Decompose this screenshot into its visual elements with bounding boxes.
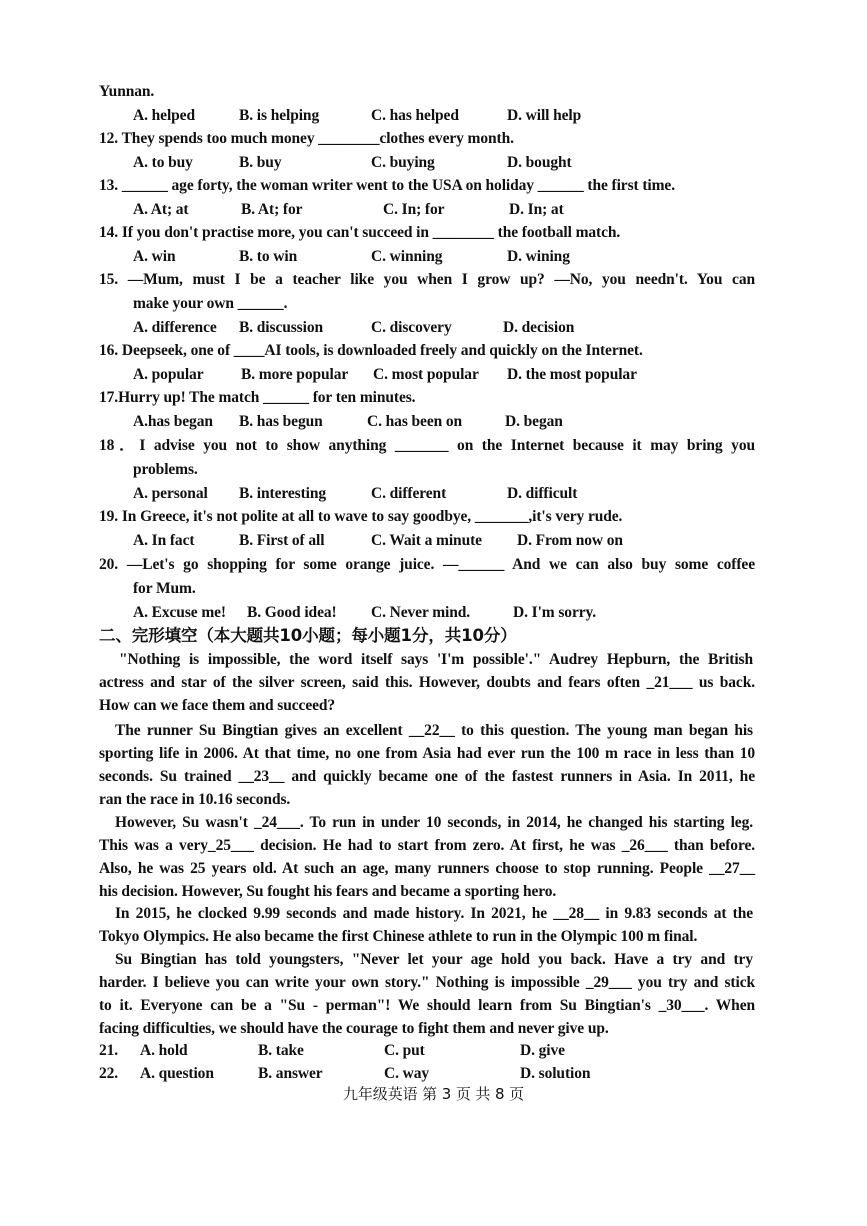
q17-option-b: B. has begun xyxy=(239,413,323,430)
passage-line: his decision. However, Su fought his fears and became a sporting hero. xyxy=(99,883,557,900)
q15-option-a: A. difference xyxy=(133,319,217,336)
q21-option-b: B. take xyxy=(258,1042,304,1059)
q18-option-c: C. different xyxy=(371,485,447,502)
q13-stem: 13. ______ age forty, the woman writer went to the USA on holiday ______ the first time. xyxy=(99,177,675,194)
passage-line: harder. I believe you can write your own story." Nothing is impossible _29___ you try and stick xyxy=(99,974,755,991)
q20-stem: 20. —Let's go shopping for some orange juice. —______ And we can also buy some coffee xyxy=(99,556,755,573)
q14-option-b: B. to win xyxy=(239,248,298,265)
q21-option-a: A. hold xyxy=(140,1042,188,1059)
q21-number: 21. xyxy=(99,1042,119,1059)
passage-line: Also, he was 25 years old. At such an age, many runners choose to stop running. People __27__ xyxy=(99,860,755,877)
q16-stem: 16. Deepseek, one of ____AI tools, is downloaded freely and quickly on the Internet. xyxy=(99,342,643,359)
passage-line: However, Su wasn't _24___. To run in under 10 seconds, in 2014, he changed his starting leg. xyxy=(115,814,753,831)
q14-option-d: D. wining xyxy=(507,248,570,265)
q12-option-d: D. bought xyxy=(507,154,572,171)
q20-option-c: C. Never mind. xyxy=(371,604,471,621)
q22-option-a: A. question xyxy=(140,1065,214,1082)
q17-option-c: C. has been on xyxy=(367,413,463,430)
q21-option-c: C. put xyxy=(384,1042,425,1059)
passage-line: How can we face them and succeed? xyxy=(99,697,336,714)
q14-option-a: A. win xyxy=(133,248,176,265)
q22-option-d: D. solution xyxy=(520,1065,591,1082)
q14-option-c: C. winning xyxy=(371,248,443,265)
q19-option-d: D. From now on xyxy=(517,532,623,549)
passage-line: "Nothing is impossible, the word itself says 'I'm possible'." Audrey Hepburn, the British xyxy=(119,651,753,668)
q21-option-d: D. give xyxy=(520,1042,565,1059)
q19-stem: 19. In Greece, it's not polite at all to wave to say goodbye, _______,it's very rude. xyxy=(99,508,623,525)
q15-option-d: D. decision xyxy=(503,319,575,336)
passage-line: to it. Everyone can be a "Su - perman"! We should learn from Su Bingtian's _30___. When xyxy=(99,997,755,1014)
passage-line: ran the race in 10.16 seconds. xyxy=(99,791,291,808)
q11-option-d: D. will help xyxy=(507,107,582,124)
q22-option-c: C. way xyxy=(384,1065,430,1082)
q12-option-b: B. buy xyxy=(239,154,282,171)
passage-line: Tokyo Olympics. He also became the first Chinese athlete to run in the Olympic 100 m final. xyxy=(99,928,698,945)
q19-option-c: C. Wait a minute xyxy=(371,532,482,549)
passage-line: actress and star of the silver screen, said this. However, doubts and fears often _21___ us back. xyxy=(99,674,755,691)
passage-line: sporting life in 2006. At that time, no one from Asia had ever run the 100 m race in less than 10 xyxy=(99,745,755,762)
q17-option-a: A.has began xyxy=(133,413,213,430)
q20-option-d: D. I'm sorry. xyxy=(513,604,597,621)
page-footer: 九年级英语 第 3 页 共 8 页 xyxy=(343,1085,524,1103)
q18-option-a: A. personal xyxy=(133,485,208,502)
q18-stem-cont: problems. xyxy=(133,461,198,478)
q15-stem: 15. —Mum, must I be a teacher like you when I grow up? —No, you needn't. You can xyxy=(99,271,755,288)
q11-option-b: B. is helping xyxy=(239,107,320,124)
passage-line: seconds. Su trained __23__ and quickly became one of the fastest runners in Asia. In 2011, he xyxy=(99,768,755,785)
q17-option-d: D. began xyxy=(505,413,563,430)
section-heading-cloze: 二、完形填空（本大题共10小题；每小题1分，共10分） xyxy=(99,626,517,645)
q16-option-a: A. popular xyxy=(133,366,204,383)
q12-option-a: A. to buy xyxy=(133,154,193,171)
q22-option-b: B. answer xyxy=(258,1065,323,1082)
q20-option-a: A. Excuse me! xyxy=(133,604,226,621)
q11-option-c: C. has helped xyxy=(371,107,459,124)
q13-option-d: D. In; at xyxy=(509,201,564,218)
q15-option-c: C. discovery xyxy=(371,319,452,336)
q16-option-d: D. the most popular xyxy=(507,366,637,383)
q11-stem-end: Yunnan. xyxy=(99,83,155,100)
q15-option-b: B. discussion xyxy=(239,319,323,336)
q17-stem: 17.Hurry up! The match ______ for ten minutes. xyxy=(99,389,416,406)
q20-option-b: B. Good idea! xyxy=(247,604,337,621)
q13-option-a: A. At; at xyxy=(133,201,189,218)
q19-option-a: A. In fact xyxy=(133,532,195,549)
q18-option-b: B. interesting xyxy=(239,485,327,502)
q13-option-c: C. In; for xyxy=(383,201,445,218)
passage-line: Su Bingtian has told youngsters, "Never let your age hold you back. Have a try and try xyxy=(115,951,753,968)
q19-option-b: B. First of all xyxy=(239,532,325,549)
q11-option-a: A. helped xyxy=(133,107,195,124)
passage-line: This was a very_25___ decision. He had to start from zero. At first, he was _26___ than before. xyxy=(99,837,755,854)
q12-option-c: C. buying xyxy=(371,154,435,171)
passage-line: facing difficulties, we should have the courage to fight them and never give up. xyxy=(99,1020,609,1037)
q16-option-c: C. most popular xyxy=(373,366,479,383)
q13-option-b: B. At; for xyxy=(241,201,303,218)
passage-line: In 2015, he clocked 9.99 seconds and made history. In 2021, he __28__ in 9.83 seconds at the xyxy=(115,905,753,922)
q22-number: 22. xyxy=(99,1065,119,1082)
q18-stem: 18．I advise you not to show anything _______ on the Internet because it may bring you xyxy=(99,437,755,454)
q15-stem-cont: make your own ______. xyxy=(133,295,288,312)
q16-option-b: B. more popular xyxy=(241,366,349,383)
passage-line: The runner Su Bingtian gives an excellent __22__ to this question. The young man began his xyxy=(115,722,753,739)
q14-stem: 14. If you don't practise more, you can't succeed in ________ the football match. xyxy=(99,224,621,241)
q18-option-d: D. difficult xyxy=(507,485,578,502)
q20-stem-cont: for Mum. xyxy=(133,580,196,597)
q12-stem: 12. They spends too much money ________clothes every month. xyxy=(99,130,514,147)
